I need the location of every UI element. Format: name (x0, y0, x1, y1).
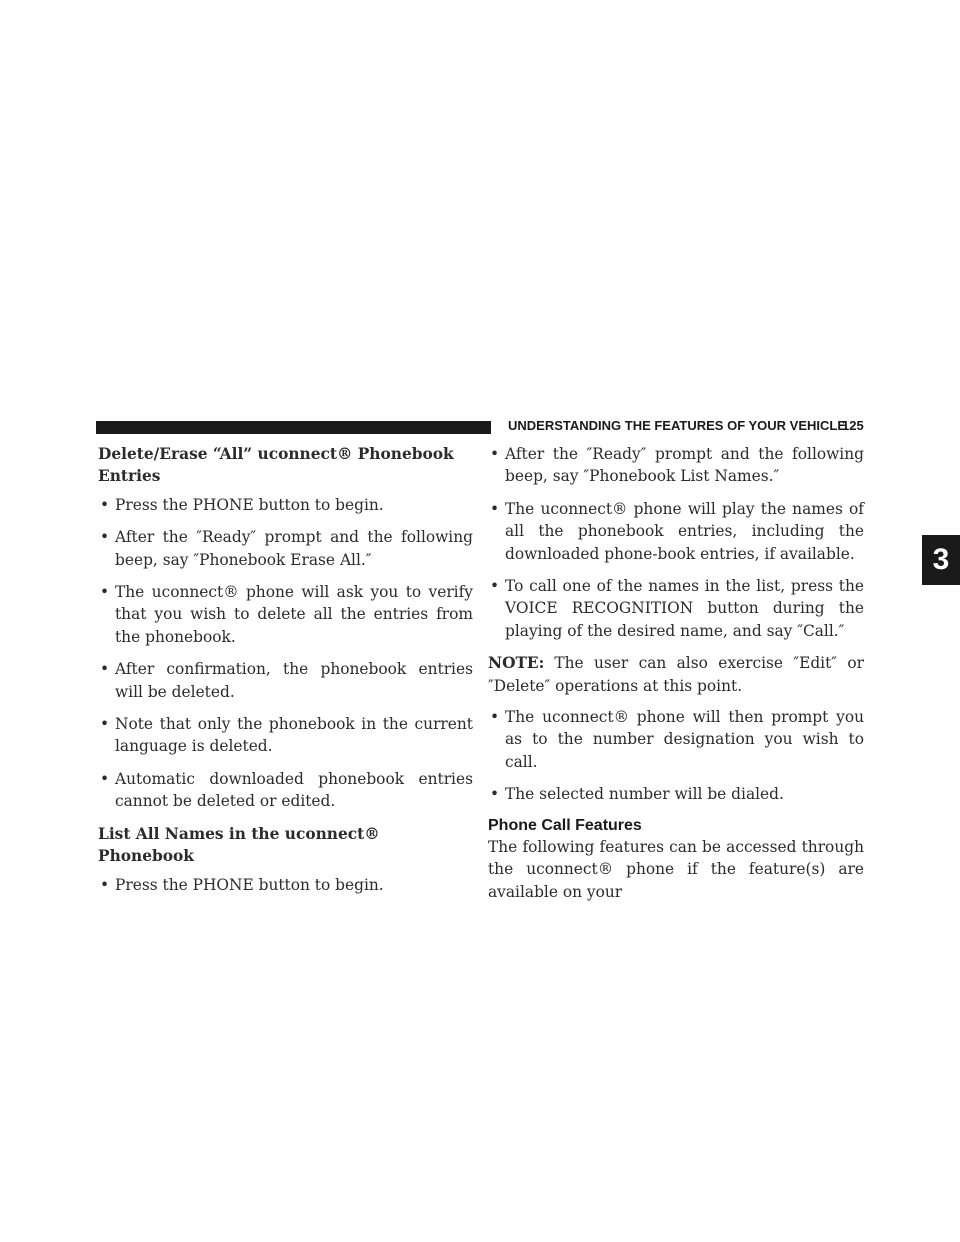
right-column (488, 443, 864, 912)
running-header-title: UNDERSTANDING THE FEATURES OF YOUR VEHICLE (508, 418, 847, 433)
list-item: • To call one of the names in the list, press the VOICE RECOGNITION button during the playing of the desired name, and say ″Call.″ (488, 575, 864, 642)
section-heading-delete-all: Delete/Erase “All” uconnect® Phonebook Entries (98, 445, 454, 486)
section-heading-list-names: List All Names in the uconnect® Phonebook (98, 824, 380, 866)
note-paragraph (488, 652, 864, 697)
body-paragraph: The following features can be accessed through the uconnect® phone if the feature(s) are available on your (488, 837, 864, 901)
page-number: 125 (842, 418, 864, 433)
note-text: The user can also exercise ″Edit″ or ″Delete″ operations at this point. (488, 654, 864, 695)
chapter-tab: 3 (922, 535, 960, 585)
left-column (98, 443, 473, 906)
list-item: • Automatic downloaded phonebook entries cannot be deleted or edited. (98, 768, 473, 813)
header-rule (96, 421, 491, 434)
note-label: NOTE: (488, 654, 545, 673)
list-item: • After the ″Ready″ prompt and the following beep, say ″Phonebook Erase All.″ (98, 526, 473, 571)
section-heading-phone-call-features: Phone Call Features (488, 816, 642, 834)
bullet-list-dial (488, 706, 864, 806)
list-item: • After confirmation, the phonebook entries will be deleted. (98, 658, 473, 703)
list-item: • The uconnect® phone will ask you to verify that you wish to delete all the entries from the phonebook. (98, 581, 473, 648)
list-item: • Note that only the phonebook in the current language is deleted. (98, 713, 473, 758)
bullet-list-delete-all (98, 494, 473, 813)
list-item: • Press the PHONE button to begin. (98, 874, 473, 896)
list-item: • The uconnect® phone will then prompt you as to the number designation you wish to call. (488, 706, 864, 773)
list-item: • The uconnect® phone will play the names of all the phonebook entries, including the downloaded phone-book entries, if available. (488, 498, 864, 565)
bullet-list-list-names-cont (488, 443, 864, 642)
list-item: • Press the PHONE button to begin. (98, 494, 473, 516)
list-item: • The selected number will be dialed. (488, 783, 864, 805)
bullet-list-list-names (98, 874, 473, 896)
list-item: • After the ″Ready″ prompt and the following beep, say ″Phonebook List Names.″ (488, 443, 864, 488)
